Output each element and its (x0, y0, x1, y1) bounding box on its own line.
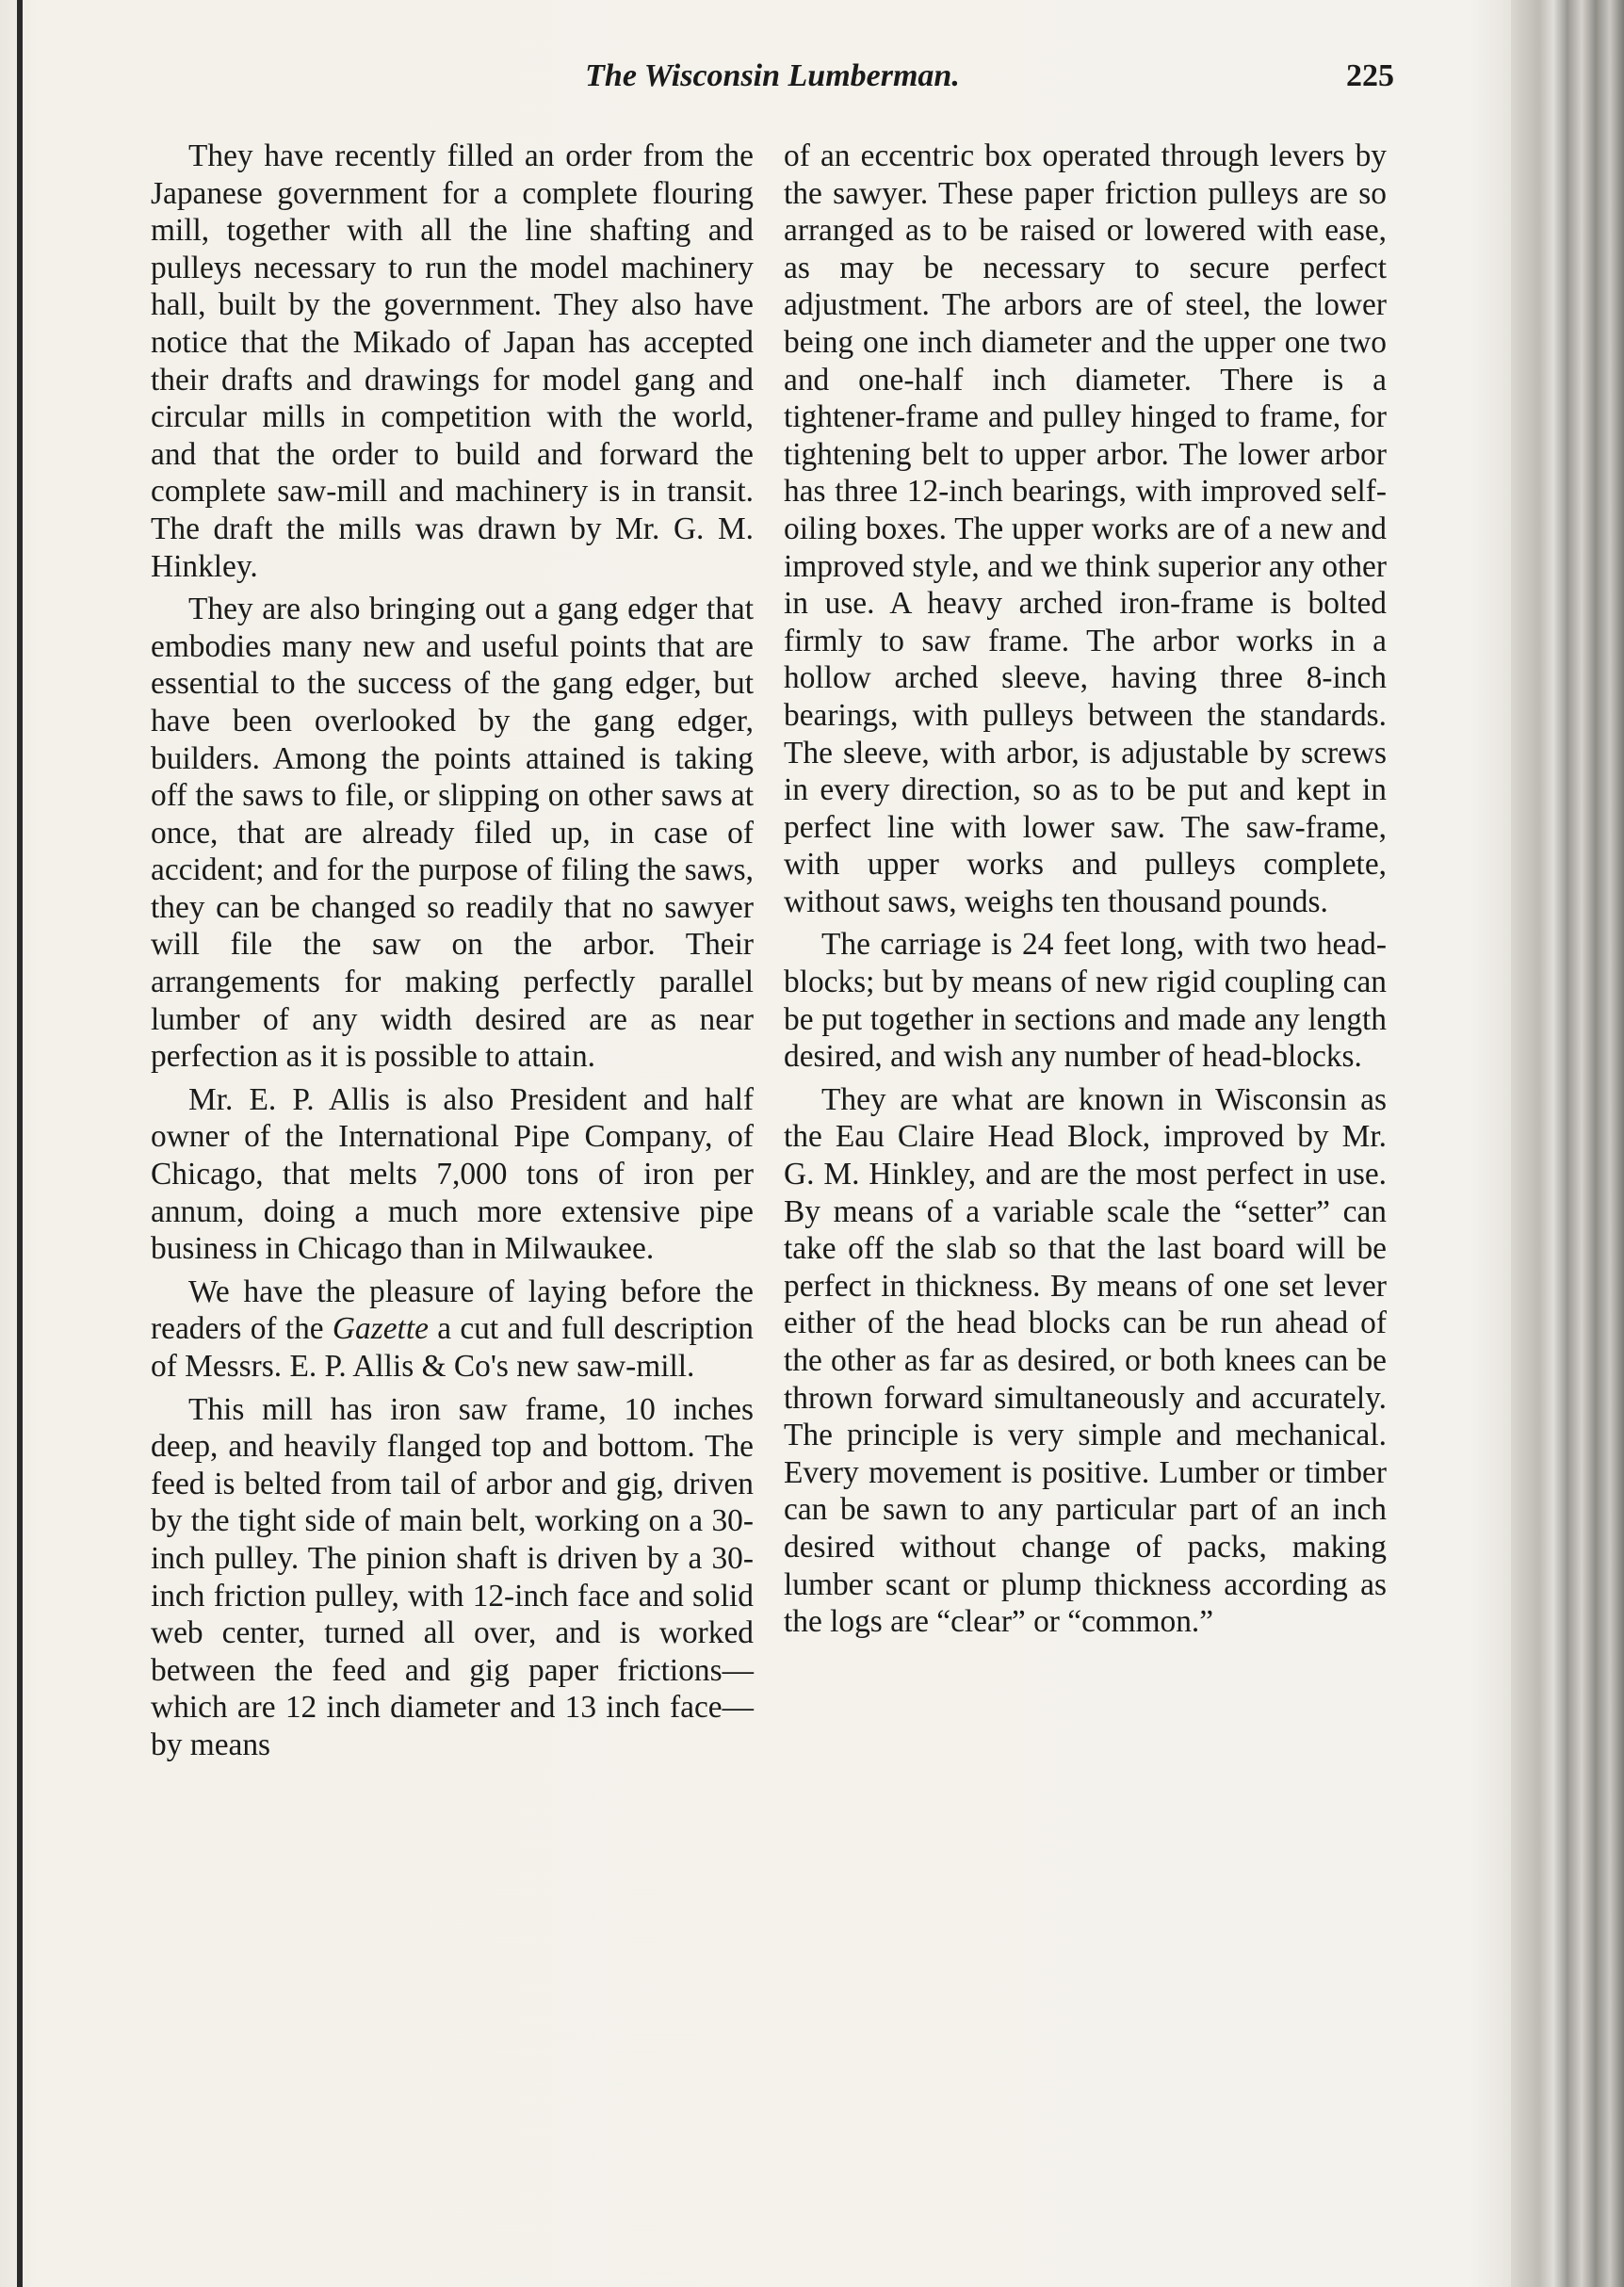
running-title: The Wisconsin Lumberman. (585, 58, 960, 93)
right-column (784, 138, 1387, 1646)
paragraph-pipe-company: Mr. E. P. Allis is also President and half owner of the International Pipe Company, of Chicago, that melts 7,000 tons of iron per annum, doing a much more extensive pipe business in Chicago than in Milwaukee. (151, 1081, 754, 1267)
paragraph-gazette-intro (151, 1273, 754, 1386)
page-number: 225 (1346, 58, 1394, 93)
paragraph-gang-edger: They are also bringing out a gang edger that embodies many new and useful points that are essential to the success of the gang edger, but have been overlooked by the gang edger, builders. Among the points attained is taking off the saws to file, or slipping on other saws at once, that are already filed up, in case of accident; and for the purpose of filing the saws, they can be changed so readily that no sawyer will file the saw on the arbor. Their arrangements for making perfectly parallel lumber of any width desired are as near perfection as it is possible to attain. (151, 592, 754, 1075)
paragraph-head-block: They are what are known in Wisconsin as the Eau Claire Head Block, improved by Mr. G. M. Hinkley, and are the most perfect in use. By means of a variable scale the “setter” can take off the slab so that the last board will be perfect in thickness. By means of one set lever either of the head blocks can be run ahead of the other as far as desired, or both knees can be thrown forward simultaneously and accurately. The principle is very simple and mechanical. Every movement is positive. Lumber or timber can be sawn to any particular part of an inch desired without change of packs, making lumber scant or plump thickness according as the logs are “clear” or “common.” (784, 1081, 1387, 1640)
paragraph-eccentric-box: of an eccentric box operated through levers by the sawyer. These paper friction pulleys are so arranged as to be raised or lowered with ease, as may be necessary to secure perfect adjustment. The arbors are of steel, the lower being one inch diameter and the upper one two and one-half inch diameter. There is a tightener-frame and pulley hinged to frame, for tightening belt to upper arbor. The lower arbor has three 12-inch bearings, with improved self-oiling boxes. The upper works are of a new and improved style, and we think superior any other in use. A heavy arched iron-frame is bolted firmly to saw frame. The arbor works in a hollow arched sleeve, having three 8-inch bearings, with pulleys between the standards. The sleeve, with arbor, is adjustable by screws in every direction, so as to be put and kept in perfect line with lower saw. The saw-frame, with upper works and pulleys complete, without saws, weighs ten thousand pounds. (784, 138, 1387, 919)
page-left-edge (17, 0, 23, 2287)
paragraph-carriage: The carriage is 24 feet long, with two head-blocks; but by means of new rigid coupling can be put together in sections and made any length desired, and wish any number of head-blocks. (784, 927, 1387, 1075)
paragraph-japanese-order: They have recently filled an order from the Japanese government for a complete flouring mill, together with all the line shafting and pulleys necessary to run the model machinery hall, built by the government. They also have notice that the Mikado of Japan has accepted their drafts and drawings for model gang and circular mills in competition with the world, and that the order to build and forward the complete saw-mill and machinery is in transit. The draft the mills was drawn by Mr. G. M. Hinkley. (151, 138, 754, 584)
gazette-title: Gazette (332, 1311, 429, 1347)
paragraph-saw-frame: This mill has iron saw frame, 10 inches deep, and heavily flanged top and bottom. The feed is belted from tail of arbor and gig, driven by the tight side of main belt, working on a 30-inch pulley. The pinion shaft is driven by a 30-inch friction pulley, with 12-inch face and solid web center, turned all over, and is worked between the feed and gig paper frictions—which are 12 inch diameter and 13 inch face—by means (151, 1391, 754, 1762)
page-header (151, 58, 1394, 105)
gazette-intro-text: We have the pleasure of laying before the readers of the (151, 1273, 754, 1347)
left-column (151, 138, 754, 1770)
page-right-edge (1511, 0, 1624, 2287)
gazette-intro-rest: a cut and full description of Messrs. E. P. Allis & Co's new saw-mill. (151, 1311, 754, 1384)
